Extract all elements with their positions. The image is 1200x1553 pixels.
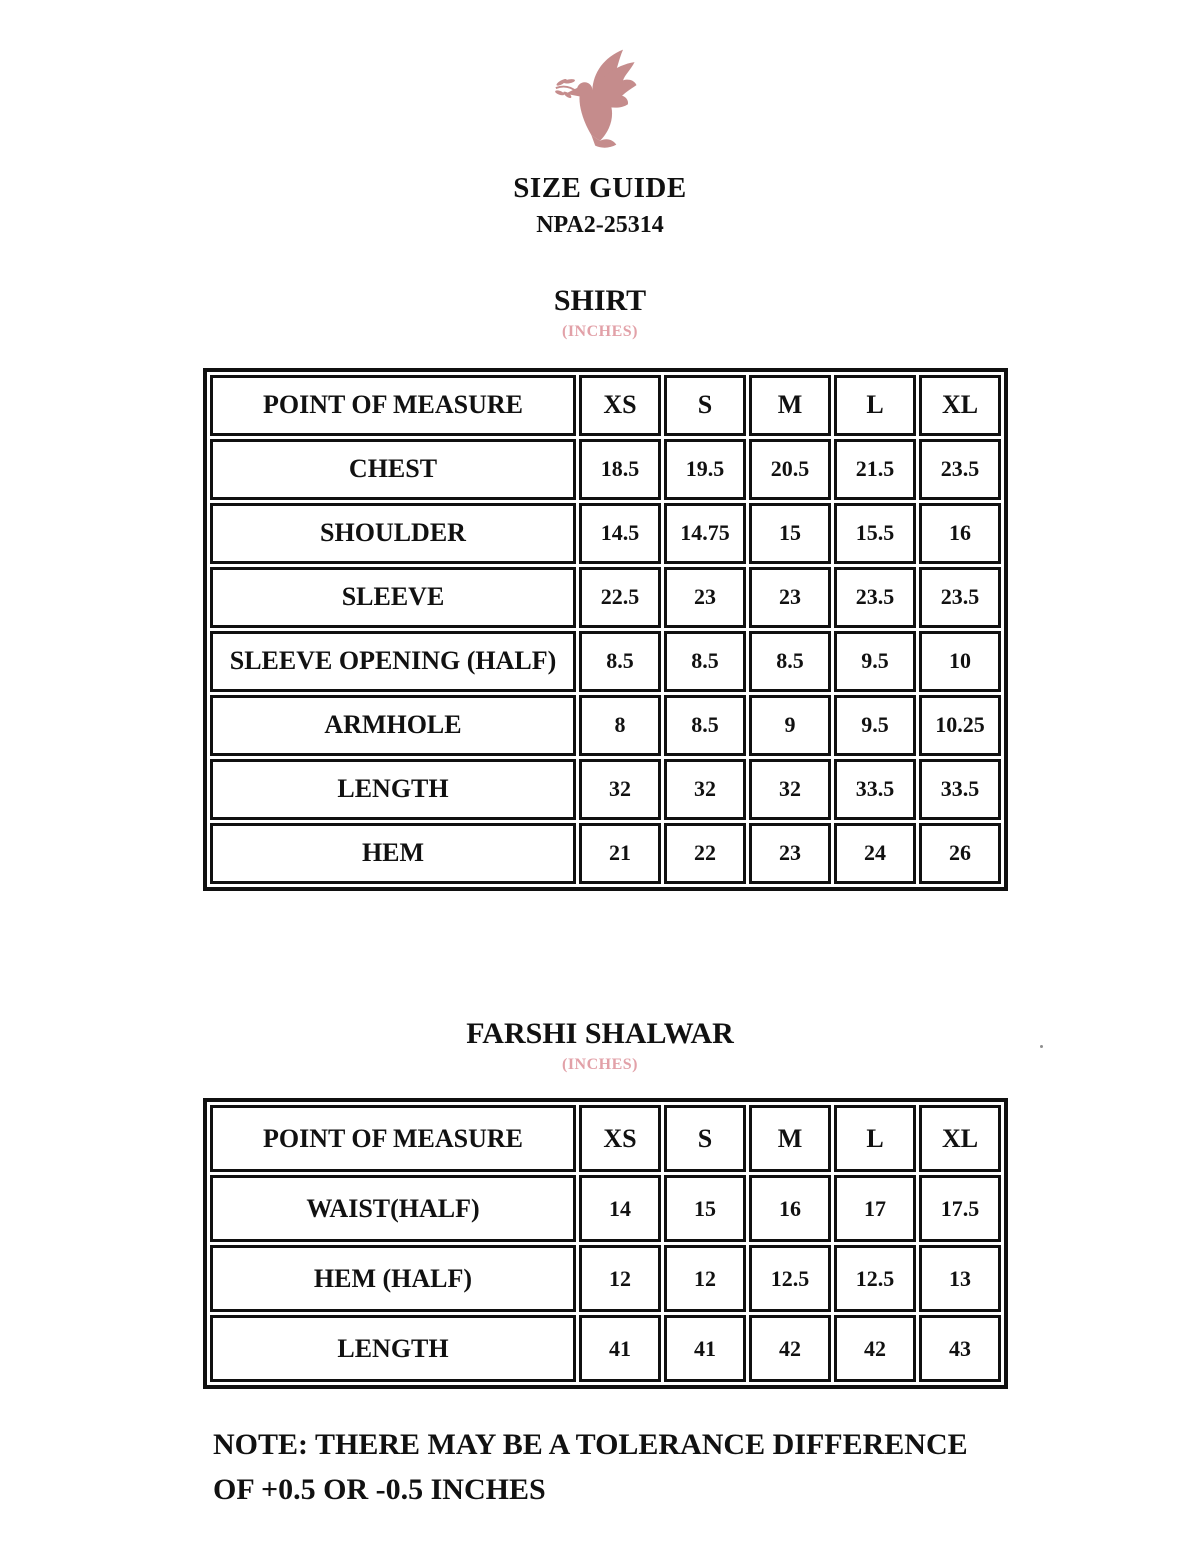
measure-value: 19.5 — [664, 439, 746, 500]
size-column-header: M — [749, 375, 831, 436]
measure-value: 15 — [749, 503, 831, 564]
measure-row — [210, 759, 1001, 820]
measure-label: LENGTH — [210, 759, 576, 820]
measure-value: 32 — [579, 759, 661, 820]
measure-value: 33.5 — [834, 759, 916, 820]
measure-value: 23 — [749, 567, 831, 628]
measure-value: 21 — [579, 823, 661, 884]
size-column-header: XS — [579, 375, 661, 436]
size-column-header: L — [834, 375, 916, 436]
measure-value: 12 — [579, 1245, 661, 1312]
measure-value: 14 — [579, 1175, 661, 1242]
measure-value: 12.5 — [749, 1245, 831, 1312]
size-column-header: XS — [579, 1105, 661, 1172]
measure-value: 41 — [579, 1315, 661, 1382]
measure-row — [210, 1245, 1001, 1312]
shirt-section — [0, 284, 1200, 891]
measure-value: 15 — [664, 1175, 746, 1242]
measure-row — [210, 1175, 1001, 1242]
measure-value: 42 — [749, 1315, 831, 1382]
measure-value: 12 — [664, 1245, 746, 1312]
measure-value: 8 — [579, 695, 661, 756]
measure-value: 9.5 — [834, 695, 916, 756]
size-column-header: XL — [919, 1105, 1001, 1172]
measure-value: 8.5 — [664, 631, 746, 692]
measure-value: 23 — [664, 567, 746, 628]
measure-label: LENGTH — [210, 1315, 576, 1382]
size-column-header: L — [834, 1105, 916, 1172]
stray-dot — [1040, 1045, 1043, 1048]
measure-value: 8.5 — [664, 695, 746, 756]
measure-value: 23.5 — [919, 439, 1001, 500]
measure-row — [210, 439, 1001, 500]
shalwar-size-table — [203, 1098, 1008, 1389]
size-column-header: M — [749, 1105, 831, 1172]
measure-value: 22.5 — [579, 567, 661, 628]
measure-value: 10.25 — [919, 695, 1001, 756]
product-code: NPA2-25314 — [536, 211, 664, 238]
size-column-header: S — [664, 1105, 746, 1172]
measure-row — [210, 1315, 1001, 1382]
point-of-measure-header: POINT OF MEASURE — [210, 375, 576, 436]
measure-label: SLEEVE OPENING (HALF) — [210, 631, 576, 692]
measure-value: 8.5 — [749, 631, 831, 692]
measure-value: 8.5 — [579, 631, 661, 692]
measure-value: 18.5 — [579, 439, 661, 500]
size-column-header: XL — [919, 375, 1001, 436]
shalwar-section — [0, 1017, 1200, 1390]
measure-value: 24 — [834, 823, 916, 884]
measure-label: SLEEVE — [210, 567, 576, 628]
measure-value: 14.75 — [664, 503, 746, 564]
shalwar-unit-label: (INCHES) — [561, 1055, 638, 1073]
measure-label: ARMHOLE — [210, 695, 576, 756]
size-header-row — [210, 1105, 1001, 1172]
measure-value: 17 — [834, 1175, 916, 1242]
measure-value: 33.5 — [919, 759, 1001, 820]
measure-value: 42 — [834, 1315, 916, 1382]
measure-value: 15.5 — [834, 503, 916, 564]
size-header-row — [210, 375, 1001, 436]
shirt-section-title: SHIRT — [553, 284, 647, 318]
measure-value: 22 — [664, 823, 746, 884]
dove-icon — [552, 44, 648, 158]
measure-value: 9 — [749, 695, 831, 756]
measure-value: 23 — [749, 823, 831, 884]
brand-logo — [0, 0, 1200, 163]
point-of-measure-header: POINT OF MEASURE — [210, 1105, 576, 1172]
measure-label: HEM (HALF) — [210, 1245, 576, 1312]
shirt-unit-label: (INCHES) — [561, 323, 638, 341]
measure-label: SHOULDER — [210, 503, 576, 564]
measure-value: 32 — [749, 759, 831, 820]
measure-value: 23.5 — [919, 567, 1001, 628]
tolerance-note: NOTE: THERE MAY BE A TOLERANCE DIFFERENCE OF +0.5 OR -0.5 INCHES — [213, 1428, 968, 1506]
measure-value: 12.5 — [834, 1245, 916, 1312]
measure-row — [210, 695, 1001, 756]
measure-value: 16 — [919, 503, 1001, 564]
size-column-header: S — [664, 375, 746, 436]
measure-label: WAIST(HALF) — [210, 1175, 576, 1242]
measure-value: 10 — [919, 631, 1001, 692]
measure-value: 14.5 — [579, 503, 661, 564]
shirt-size-table — [203, 368, 1008, 891]
measure-label: CHEST — [210, 439, 576, 500]
measure-value: 23.5 — [834, 567, 916, 628]
measure-row — [210, 823, 1001, 884]
measure-value: 43 — [919, 1315, 1001, 1382]
measure-value: 13 — [919, 1245, 1001, 1312]
measure-value: 17.5 — [919, 1175, 1001, 1242]
measure-value: 20.5 — [749, 439, 831, 500]
measure-value: 41 — [664, 1315, 746, 1382]
measure-value: 16 — [749, 1175, 831, 1242]
measure-label: HEM — [210, 823, 576, 884]
measure-row — [210, 631, 1001, 692]
measure-value: 21.5 — [834, 439, 916, 500]
measure-row — [210, 567, 1001, 628]
measure-value: 26 — [919, 823, 1001, 884]
measure-row — [210, 503, 1001, 564]
measure-value: 32 — [664, 759, 746, 820]
shalwar-section-title: FARSHI SHALWAR — [466, 1016, 734, 1050]
page-title: SIZE GUIDE — [513, 172, 687, 204]
measure-value: 9.5 — [834, 631, 916, 692]
